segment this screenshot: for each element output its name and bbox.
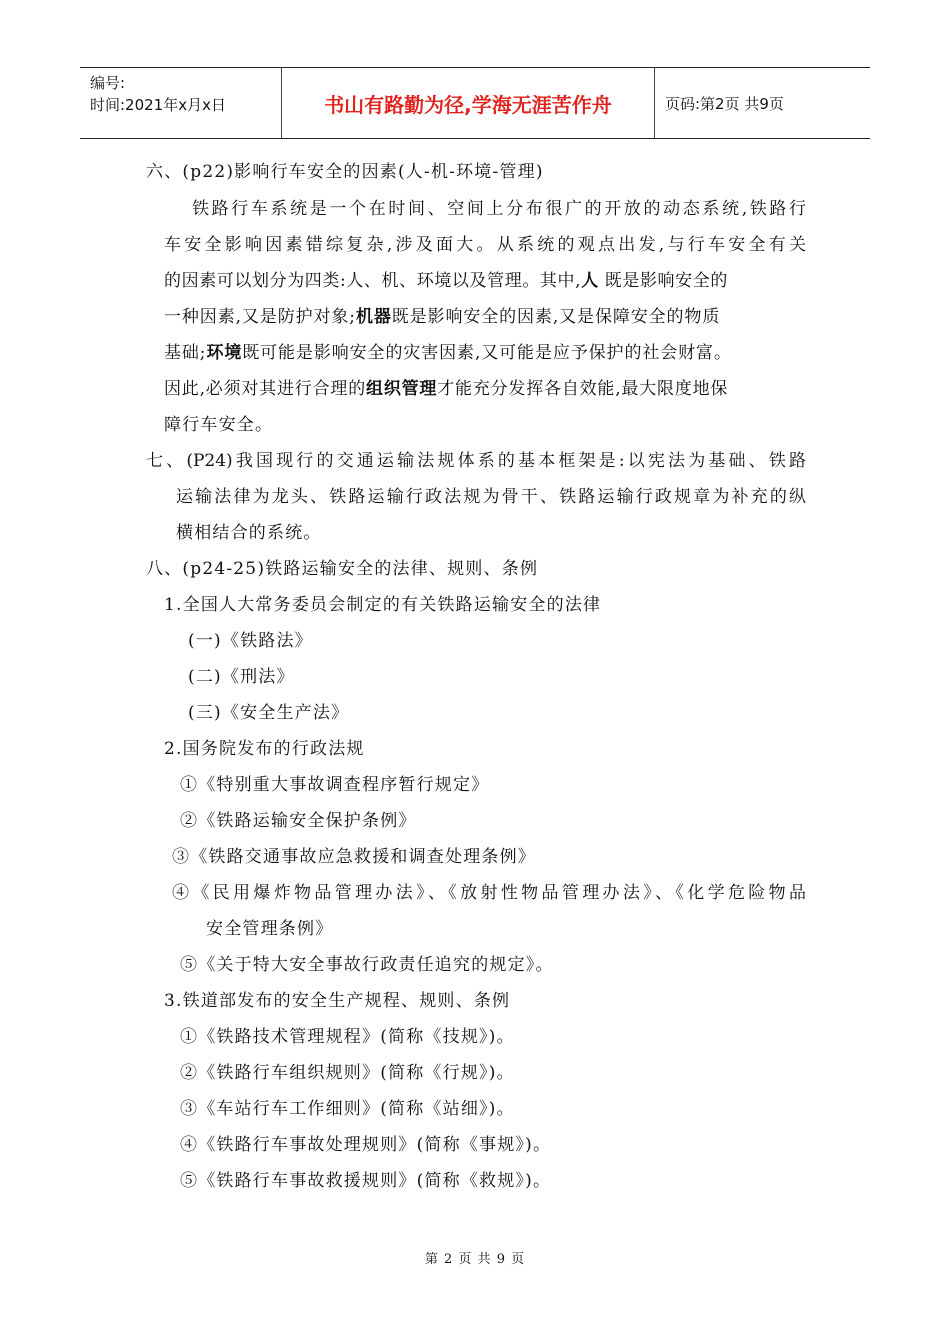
list-item: ②《铁路运输安全保护条例》	[180, 811, 417, 831]
bold-term-environment: 环境	[206, 343, 243, 363]
header-motto: 书山有路勤为径,学海无涯苦作舟	[282, 68, 655, 138]
header-meta	[80, 68, 282, 138]
text-span: 才能充分发挥各自效能,最大限度地保	[437, 379, 729, 399]
bold-term-machine: 机器	[355, 307, 392, 327]
list-item-continuation: 安全管理条例》	[206, 919, 334, 939]
list-item: ①《特别重大事故调查程序暂行规定》	[180, 775, 490, 795]
doc-code-label: 编号:	[90, 74, 126, 92]
list-item: ②《铁路行车组织规则》(简称《行规》)。	[180, 1063, 515, 1083]
header-page-info: 页码:第2页 共9页	[665, 94, 784, 113]
list-item: ④《铁路行车事故处理规则》(简称《事规》)。	[180, 1135, 552, 1155]
list-item: (二)《刑法》	[188, 667, 295, 687]
list-item: ①《铁路技术管理规程》(简称《技规》)。	[180, 1027, 515, 1047]
section-6-paragraph-line: 车安全影响因素错综复杂,涉及面大。从系统的观点出发,与行车安全有关	[164, 235, 806, 255]
section-7-line: 运输法律为龙头、铁路运输行政法规为骨干、铁路运输行政规章为补充的纵	[176, 487, 806, 507]
section-6-paragraph-line	[164, 378, 728, 400]
list-heading: 2.国务院发布的行政法规	[164, 739, 365, 759]
bold-term-person: 人	[581, 271, 599, 291]
section-6-paragraph-line	[164, 342, 732, 364]
text-span: 既是影响安全的因素,又是保障安全的物质	[391, 307, 721, 327]
list-heading: 3.铁道部发布的安全生产规程、规则、条例	[164, 991, 511, 1011]
list-heading: 1.全国人大常务委员会制定的有关铁路运输安全的法律	[164, 595, 602, 615]
list-item: ⑤《关于特大安全事故行政责任追究的规定》。	[180, 955, 554, 975]
section-7-line: 七、(P24)我国现行的交通运输法规体系的基本框架是:以宪法为基础、铁路	[146, 451, 806, 471]
section-6-paragraph-line: 障行车安全。	[164, 415, 274, 435]
section-6-paragraph-line	[164, 270, 728, 292]
doc-date-label: 时间:2021年x月x日	[90, 96, 226, 114]
text-span: 既是影响安全的	[598, 271, 728, 291]
list-item: (一)《铁路法》	[188, 631, 313, 651]
section-6-paragraph-line: 铁路行车系统是一个在时间、空间上分布很广的开放的动态系统,铁路行	[192, 199, 806, 219]
section-7-line: 横相结合的系统。	[176, 523, 322, 543]
list-item: ③《铁路交通事故应急救援和调查处理条例》	[172, 847, 536, 867]
section-8-title: 八、(p24-25)铁路运输安全的法律、规则、条例	[146, 559, 539, 579]
section-6-paragraph-line	[164, 306, 720, 328]
text-span: 既可能是影响安全的灾害因素,又可能是应予保护的社会财富。	[242, 343, 732, 363]
text-span: 因此,必须对其进行合理的	[164, 379, 367, 399]
bold-term-management: 组织管理	[366, 379, 438, 399]
page-header	[80, 67, 870, 139]
list-item: ③《车站行车工作细则》(简称《站细》)。	[180, 1099, 515, 1119]
text-span: 一种因素,又是防护对象;	[164, 307, 356, 327]
section-6-title: 六、(p22)影响行车安全的因素(人-机-环境-管理)	[146, 162, 544, 182]
text-span: 基础;	[164, 343, 207, 363]
page-footer: 第 2 页 共 9 页	[424, 1252, 526, 1267]
text-span: 的因素可以划分为四类:人、机、环境以及管理。其中,	[164, 271, 582, 291]
list-item: ④《民用爆炸物品管理办法》、《放射性物品管理办法》、《化学危险物品	[172, 883, 806, 903]
list-item: (三)《安全生产法》	[188, 703, 350, 723]
list-item: ⑤《铁路行车事故救援规则》(简称《救规》)。	[180, 1171, 552, 1191]
